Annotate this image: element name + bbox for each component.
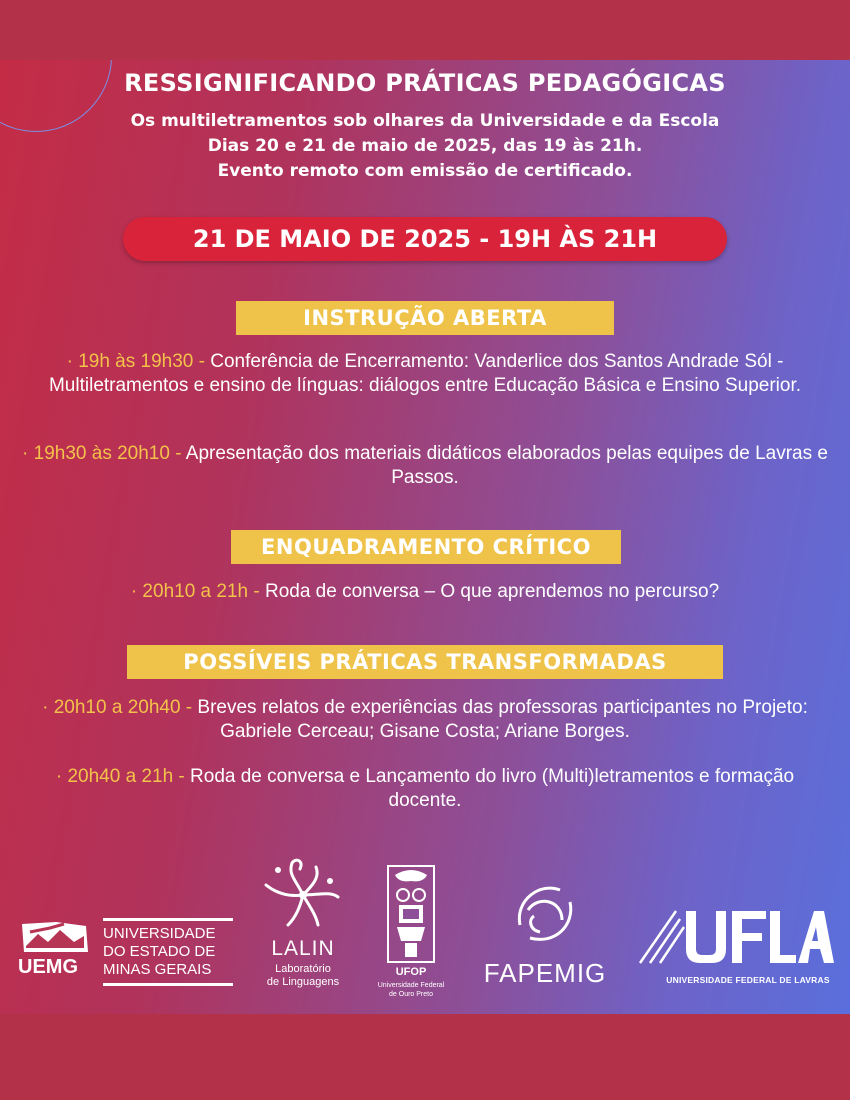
ufop-emblem-icon [387, 865, 435, 963]
section-heading-enquadramento-critico: ENQUADRAMENTO CRÍTICO [231, 530, 621, 564]
ufop-subtitle [371, 981, 451, 999]
section-heading-praticas-transformadas: POSSÍVEIS PRÁTICAS TRANSFORMADAS [127, 645, 723, 679]
schedule-item [20, 580, 830, 604]
schedule-time: · 20h40 a 21h - [55, 766, 185, 787]
fapemig-emblem-icon [510, 880, 580, 950]
ufla-emblem-icon [636, 903, 836, 971]
fapemig-name: FAPEMIG [483, 958, 607, 988]
schedule-text: Breves relatos de experiências das professoras participantes no Projeto: Gabriele Cerceau; Gisane Costa; Ariane Borges. [192, 697, 808, 742]
uemg-name [103, 918, 233, 986]
schedule-item [20, 442, 830, 490]
schedule-time: · 19h às 19h30 - [66, 351, 205, 372]
uemg-abbr: UEMG [18, 956, 78, 978]
schedule-item [20, 350, 830, 398]
lalin-sub-line: Laboratório [275, 963, 331, 975]
uemg-name-line: DO ESTADO DE [103, 943, 216, 960]
lalin-logo [258, 855, 348, 1005]
lalin-name: LALIN [271, 937, 335, 960]
schedule-time: · 20h10 a 20h40 - [42, 697, 193, 718]
uemg-name-line: UNIVERSIDADE [103, 925, 216, 942]
event-dates: Dias 20 e 21 de maio de 2025, das 19 às 21h. [207, 136, 643, 156]
ufop-name: UFOP [395, 966, 427, 978]
event-subtitle: Os multiletramentos sob olhares da Universidade e da Escola [130, 111, 720, 131]
date-banner: 21 DE MAIO DE 2025 - 19H ÀS 21H [123, 217, 727, 261]
schedule-text: Roda de conversa e Lançamento do livro (Multi)letramentos e formação docente. [184, 766, 795, 811]
fapemig-logo [480, 880, 610, 990]
schedule-time: · 20h10 a 21h - [130, 581, 260, 602]
schedule-item [20, 765, 830, 813]
ufla-subtitle: UNIVERSIDADE FEDERAL DE LAVRAS [666, 975, 830, 985]
lalin-subtitle [258, 963, 348, 989]
partner-logos [0, 850, 850, 1010]
ufop-sub-line: Universidade Federal [377, 982, 445, 989]
section-heading-instrucao-aberta: INSTRUÇÃO ABERTA [236, 301, 614, 335]
uemg-logo [18, 918, 233, 982]
uemg-emblem-icon [20, 920, 90, 954]
schedule-item [20, 696, 830, 744]
ufop-sub-line: de Ouro Preto [389, 991, 433, 998]
lalin-flower-icon [258, 855, 348, 930]
ufop-logo [377, 865, 445, 1014]
ufla-logo [636, 903, 836, 995]
event-title: RESSIGNIFICANDO PRÁTICAS PEDAGÓGICAS [124, 69, 726, 97]
lalin-sub-line: de Linguagens [266, 976, 340, 988]
event-poster [0, 60, 850, 1014]
event-format: Evento remoto com emissão de certificado. [217, 161, 633, 181]
schedule-text: Roda de conversa – O que aprendemos no percurso? [259, 581, 720, 602]
schedule-text: Conferência de Encerramento: Vanderlice dos Santos Andrade Sól - Multiletramentos e ensino de línguas: diálogos entre Educação Básica e Ensino Superior. [48, 351, 801, 396]
uemg-name-line: MINAS GERAIS [103, 961, 212, 978]
schedule-time: · 19h30 às 20h10 - [22, 443, 182, 464]
schedule-text: Apresentação dos materiais didáticos elaborados pelas equipes de Lavras e Passos. [181, 443, 828, 488]
